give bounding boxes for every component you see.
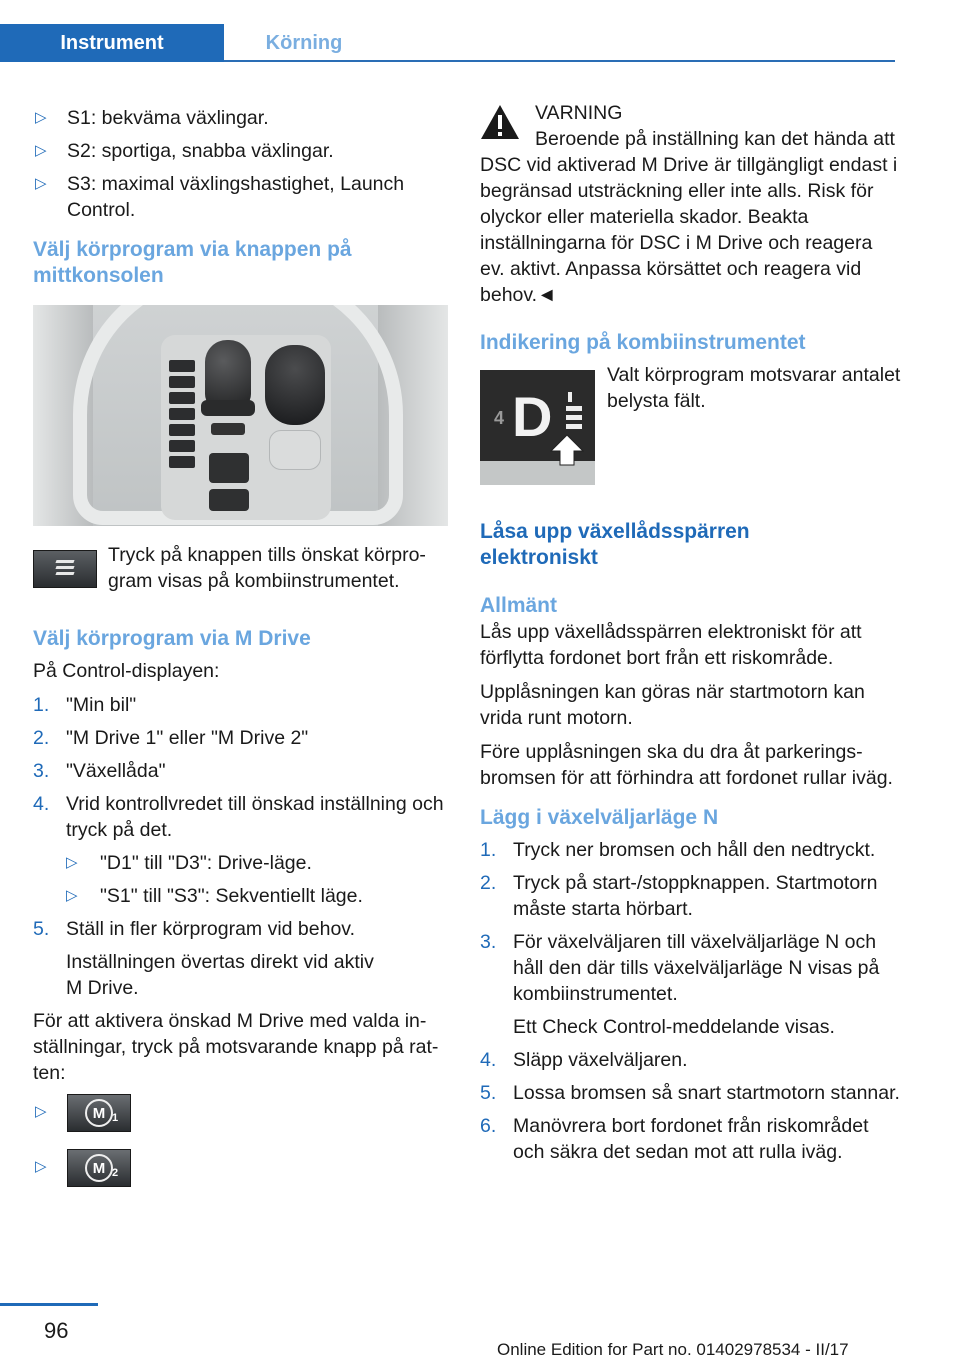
paragraph: Före upplåsningen ska du dra åt parkeringsbromsen för att förhindra att fordonet rullar iväg. xyxy=(480,741,893,789)
arrow-up-icon xyxy=(550,434,584,466)
triangle-bullet-icon: ▷ xyxy=(35,109,47,126)
list-item: 2. "M Drive 1" eller "M Drive 2" xyxy=(33,727,309,749)
list-item: ▷ S2: sportiga, snabba växlingar. xyxy=(35,140,334,162)
left-column xyxy=(33,100,451,1214)
list-item: 6. Manövrera bort fordonet från riskområdet och säkra det sedan mot att rulla iväg. xyxy=(480,1115,869,1163)
list-item: ▷ S3: maximal växlingshastighet, Launch Control. xyxy=(35,173,405,221)
list-item: 4. Släpp växelväljaren. xyxy=(480,1049,688,1071)
triangle-bullet-icon: ▷ xyxy=(66,887,78,904)
chapter-tabbar xyxy=(0,0,895,62)
tab-korning[interactable]: Körning xyxy=(265,31,343,54)
n-steps xyxy=(480,837,900,1165)
indicator-text: Valt körprogram motsvarar antalet belysta fält. xyxy=(607,364,901,412)
footer-rule xyxy=(0,1303,98,1306)
warning-title: VARNING xyxy=(535,102,623,124)
m2-button-icon: M 2 xyxy=(67,1149,131,1187)
section-heading: Låsa upp växellådsspärren elektroniskt xyxy=(480,520,750,569)
driving-mode-bars-icon xyxy=(566,392,584,432)
list-item: ▷ S1: bekväma växlingar. xyxy=(35,107,269,129)
center-console-photo xyxy=(33,305,448,526)
section-heading: Indikering på kombiinstrumentet xyxy=(480,331,806,354)
triangle-bullet-icon: ▷ xyxy=(35,175,47,192)
intro-text: På Control-displayen: xyxy=(33,660,220,682)
list-item: ▷ "D1" till "D3": Drive-läge. xyxy=(66,852,312,874)
triangle-bullet-icon: ▷ xyxy=(35,1158,47,1175)
section-heading: Välj körprogram via knappen på mittkonsolen xyxy=(33,238,352,287)
warning-text: Beroende på inställning kan det hända att DSC vid aktiverad M Drive är tillgängligt endast i begränsad utsträckning eller inte alls. Risk för olyckor eller materiella skador. Beakta inställningarna för DSC i M Drive och reagera ev. aktivt. Anpassa körsättet och reagera vid behov.◄ xyxy=(480,128,898,306)
mdrive-steps xyxy=(33,692,451,1001)
list-item: 5. Ställ in fler körprogram vid behov. Inställningen övertas direkt vid aktiv M Drive. xyxy=(33,916,451,1001)
warning-block xyxy=(480,100,900,308)
step-note: Ett Check Control-meddelande visas. xyxy=(513,1016,835,1038)
triangle-bullet-icon: ▷ xyxy=(66,854,78,871)
list-item: 5. Lossa bromsen så snart startmotorn stannar. xyxy=(480,1082,900,1104)
subsection-heading: Lägg i växelväljarläge N xyxy=(480,806,719,829)
list-item: ▷ "S1" till "S3": Sekventiellt läge. xyxy=(66,885,363,907)
step-note: Inställningen övertas direkt vid aktiv M Drive. xyxy=(66,951,374,999)
warning-triangle-icon xyxy=(480,104,520,140)
paragraph: För att aktivera önskad M Drive med valda inställningar, tryck på motsvarande knapp på ratten: xyxy=(33,1010,439,1084)
edition-text: Online Edition for Part no. 01402978534 - II/17 xyxy=(497,1340,849,1359)
sub-list xyxy=(66,850,451,909)
triangle-bullet-icon: ▷ xyxy=(35,142,47,159)
button-caption: Tryck på knappen tills önskat körprogram visas på kombiinstrumentet. xyxy=(108,544,426,592)
section-heading: Välj körprogram via M Drive xyxy=(33,627,311,650)
paragraph: Lås upp växellådsspärren elektroniskt för att förflytta fordonet bort från ett riskområde. xyxy=(480,621,862,669)
paragraph: Upplåsningen kan göras när startmotorn kan vrida runt motorn. xyxy=(480,681,865,729)
right-column xyxy=(480,100,900,1172)
list-item: 4. Vrid kontrollvredet till önskad inställning och tryck på det. ▷ "D1" till "D3": Drive-läge. ▷ "S1" till "S3": Sekventiellt läge. xyxy=(33,791,451,909)
driving-experience-button-icon xyxy=(33,550,97,588)
list-item: 1. Tryck ner bromsen och håll den nedtryckt. xyxy=(480,839,876,861)
tab-instrument[interactable]: Instrument xyxy=(0,24,224,62)
page-number: 96 xyxy=(44,1318,69,1343)
triangle-bullet-icon: ▷ xyxy=(35,1103,47,1120)
list-item: 1. "Min bil" xyxy=(33,694,137,716)
s-mode-list xyxy=(33,105,451,223)
m1-button-icon: M 1 xyxy=(67,1094,131,1132)
list-item: 3. För växelväljaren till växelväljarläge N och håll den där tills växelväljarläge N visas på kombiinstrumentet. Ett Check Control-meddelande visas. xyxy=(480,929,900,1040)
instrument-cluster-image: 4 D xyxy=(480,370,595,485)
subsection-heading: Allmänt xyxy=(480,594,558,617)
list-item: 3. "Växellåda" xyxy=(33,760,166,782)
list-item: 2. Tryck på start-/stoppknappen. Startmotorn måste starta hörbart. xyxy=(480,872,878,920)
